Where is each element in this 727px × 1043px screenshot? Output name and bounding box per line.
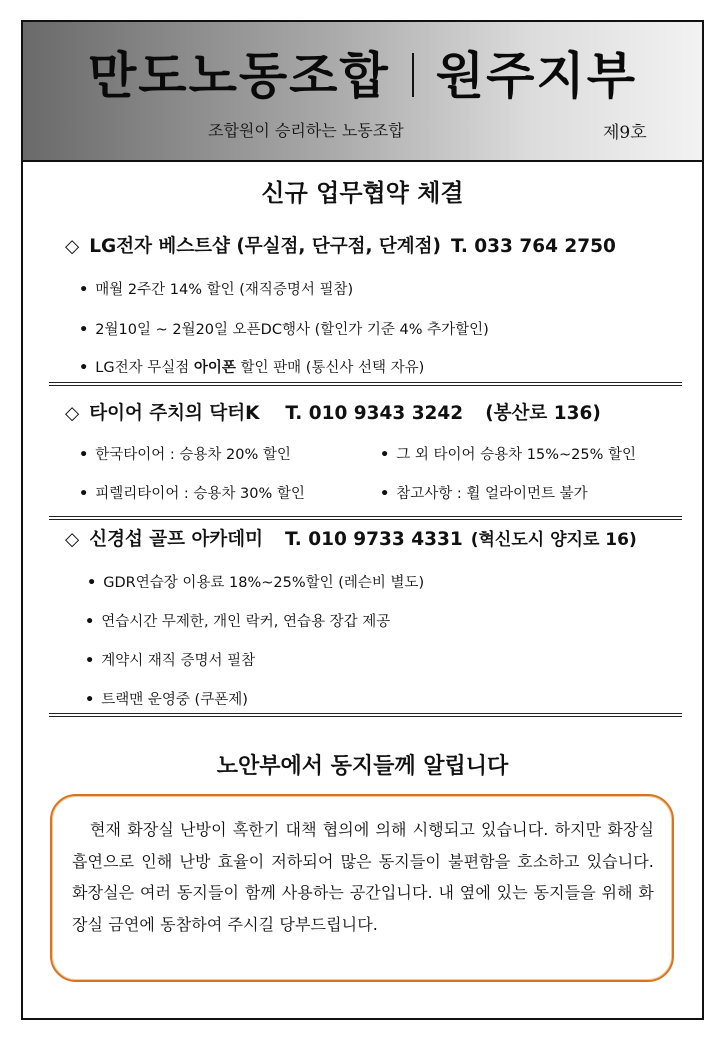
notice-body: 현재 화장실 난방이 혹한기 대책 협의에 의해 시행되고 있습니다. 하지만 화장실 흡연으로 인해 난방 효율이 저하되어 많은 동지들이 불편함을 호소하고 있습니다. 화장실은 여러 동지들이 함께 사용하는 공간입니다. 내 옆에 있는 동지들을 위해 화장실 금연에 동참하여 주시길 당부드립니다.: [72, 820, 654, 934]
bullet-icon: •: [79, 447, 89, 463]
list-item: [85, 610, 390, 631]
list-item: [79, 318, 489, 339]
shop-tel: T. 010 9733 4331: [284, 529, 463, 550]
bullet-icon: •: [87, 575, 97, 591]
shop-name: 신경섭 골프 아카데미: [89, 529, 263, 550]
item-text: 그 외 타이어 승용차 15%~25% 할인: [396, 447, 637, 463]
list-item: [85, 688, 248, 709]
item-text: 한국타이어 : 승용차 20% 할인: [95, 447, 291, 463]
item-text: GDR연습장 이용료 18%~25%할인 (레슨비 별도): [103, 575, 425, 591]
diamond-icon: ◇: [65, 529, 80, 550]
list-item: [380, 482, 588, 503]
item-text: 연습시간 무제한, 개인 락커, 연습용 장갑 제공: [101, 614, 391, 630]
item-text: LG전자 무실점: [95, 360, 194, 376]
list-item: [79, 482, 305, 503]
section-divider: [49, 382, 682, 386]
notice-box: [50, 794, 674, 982]
bullet-icon: •: [85, 653, 95, 669]
bullet-icon: •: [79, 486, 89, 502]
section-divider: [49, 516, 682, 520]
list-item: [85, 649, 255, 670]
newsletter-frame: [21, 20, 704, 1020]
bullet-icon: •: [79, 360, 89, 376]
branch-name: 원주지부: [435, 47, 637, 105]
shop-title-golf-academy: [65, 525, 637, 551]
bullet-icon: •: [380, 486, 390, 502]
bullet-icon: •: [85, 692, 95, 708]
list-item: [79, 356, 424, 377]
union-name: 만도노동조합: [87, 47, 390, 105]
list-item: [79, 278, 353, 299]
item-text: 계약시 재직 증명서 필참: [101, 653, 256, 669]
notice-heading: 노안부에서 동지들께 알립니다: [216, 754, 509, 779]
shop-name: 타이어 주치의 닥터K: [89, 403, 260, 424]
item-highlight: 아이폰: [193, 360, 236, 376]
main-heading: 신규 업무협약 체결: [261, 179, 464, 207]
title-divider: [412, 53, 414, 97]
masthead-title: [23, 36, 702, 108]
item-text: 트랙맨 운영중 (쿠폰제): [101, 692, 248, 708]
item-text: 피렐리타이어 : 승용차 30% 할인: [95, 486, 305, 502]
bullet-icon: •: [79, 282, 89, 298]
item-text: 매월 2주간 14% 할인 (재직증명서 필참): [95, 282, 354, 298]
issue-number: 제9호: [603, 123, 647, 143]
item-text: 할인 판매 (통신사 선택 자유): [235, 360, 425, 376]
bullet-icon: •: [85, 614, 95, 630]
list-item: [87, 571, 424, 592]
bullet-icon: •: [79, 322, 89, 338]
item-text: 2월10일 ~ 2월20일 오픈DC행사 (할인가 기준 4% 추가할인): [95, 322, 489, 338]
shop-tel: T. 033 764 2750: [451, 236, 616, 257]
item-text: 참고사항 : 휠 얼라이먼트 불가: [396, 486, 588, 502]
shop-address: (혁신도시 양지로 16): [470, 530, 637, 550]
section-divider: [49, 713, 682, 717]
slogan: 조합원이 승리하는 노동조합: [208, 121, 404, 140]
shop-title-lg-bestshop: [65, 232, 616, 258]
shop-address: (봉산로 136): [485, 403, 601, 424]
diamond-icon: ◇: [65, 236, 80, 257]
list-item: [380, 443, 636, 464]
bullet-icon: •: [380, 447, 390, 463]
shop-name: LG전자 베스트샵 (무실점, 단구점, 단계점): [89, 236, 442, 257]
masthead: [23, 22, 702, 162]
list-item: [79, 443, 291, 464]
shop-title-doctor-k: [65, 399, 601, 425]
shop-tel: T. 010 9343 3242: [285, 403, 464, 424]
diamond-icon: ◇: [65, 403, 80, 424]
